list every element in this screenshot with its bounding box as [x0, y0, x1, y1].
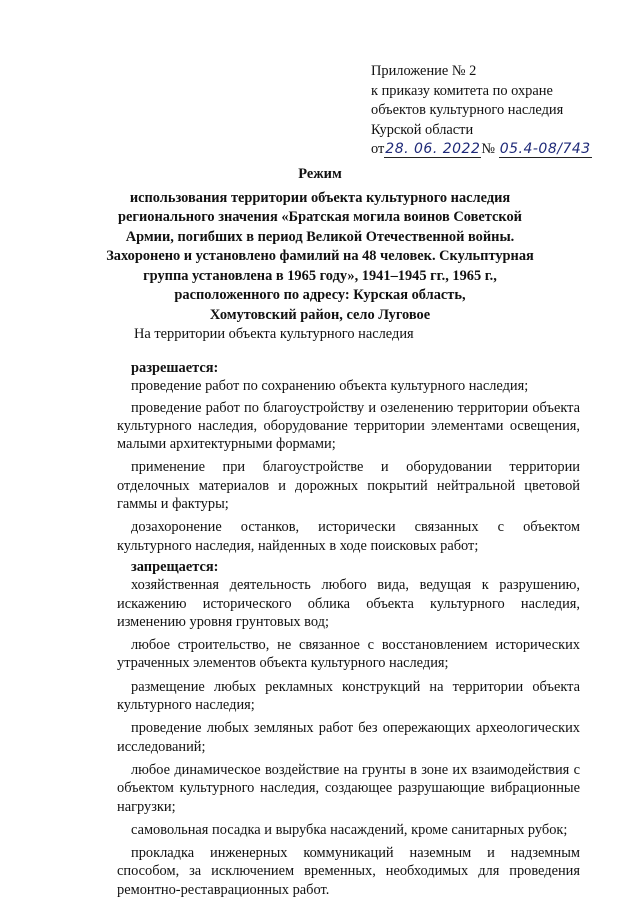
forbidden-item: хозяйственная деятельность любого вида, ведущая к разрушению, искажению исторического облика объекта культурного наследия, изменению уровня грунтовых вод; [117, 577, 580, 630]
appendix-header [371, 62, 592, 160]
number-label: № [481, 141, 496, 157]
title-line: Захоронено и установлено фамилий на 48 человек. Скульптурная [106, 248, 534, 264]
forbidden-heading: запрещается: [131, 558, 219, 575]
regime-body [117, 357, 580, 904]
from-label: от [371, 141, 385, 157]
forbidden-item: любое строительство, не связанное с восстановлением исторических утраченных элементов объекта культурного наследия; [117, 637, 580, 672]
order-date-number [371, 140, 592, 160]
forbidden-item: размещение любых рекламных конструкций на территории объекта культурного наследия; [117, 678, 580, 714]
allowed-item: проведение работ по благоустройству и озеленению территории объекта культурного наследия, оборудование территории элементами освещения, малыми архитектурными формами; [117, 399, 580, 453]
title-line: Армии, погибших в период Великой Отечественной войны. [125, 228, 515, 245]
appendix-committee-line: объектов культурного наследия [371, 102, 564, 118]
allowed-item: дозахоронение останков, исторически связанных с объектом культурного наследия, найденных в ходе поисковых работ; [117, 519, 580, 554]
allowed-item: проведение работ по сохранению объекта культурного наследия; [131, 378, 529, 395]
title-line: использования территории объекта культурного наследия [129, 189, 511, 206]
document-title [105, 165, 535, 325]
handwritten-order-number: 05.4-08/743 [499, 141, 591, 157]
title-line: группа установлена в 1965 году», 1941–1945 гг., 1965 г., [143, 267, 497, 284]
appendix-number: Приложение № 2 [371, 63, 477, 79]
intro-text: На территории объекта культурного наследия [134, 326, 414, 342]
appendix-order-line: к приказу комитета по охране [371, 82, 553, 99]
allowed-item: применение при благоустройстве и оборудовании территории отделочных материалов и дорожных покрытий нейтральной цветовой гаммы и фактуры; [117, 459, 580, 513]
forbidden-item: самовольная посадка и вырубка насаждений, кроме санитарных рубок; [131, 821, 568, 838]
title-heading: Режим [298, 166, 342, 182]
title-line: регионального значения «Братская могила воинов Советской [118, 209, 522, 225]
allowed-heading: разрешается: [131, 360, 219, 376]
handwritten-date: 28. 06. 2022 [385, 141, 481, 157]
title-line: Хомутовский район, село Луговое [209, 306, 431, 323]
appendix-region-line: Курской области [371, 121, 474, 138]
forbidden-item: любое динамическое воздействие на грунты в зоне их взаимодействия с объектом культурного наследия, создающее разрушающие вибрационные нагрузки; [117, 761, 580, 815]
title-line: расположенного по адресу: Курская область, [174, 287, 466, 303]
forbidden-item: проведение любых земляных работ без опережающих археологических исследований; [117, 720, 580, 755]
forbidden-item: прокладка инженерных коммуникаций наземным и надземным способом, за исключением временных, необходимых для проведения ремонтно-реставрационных работ. [117, 845, 580, 898]
